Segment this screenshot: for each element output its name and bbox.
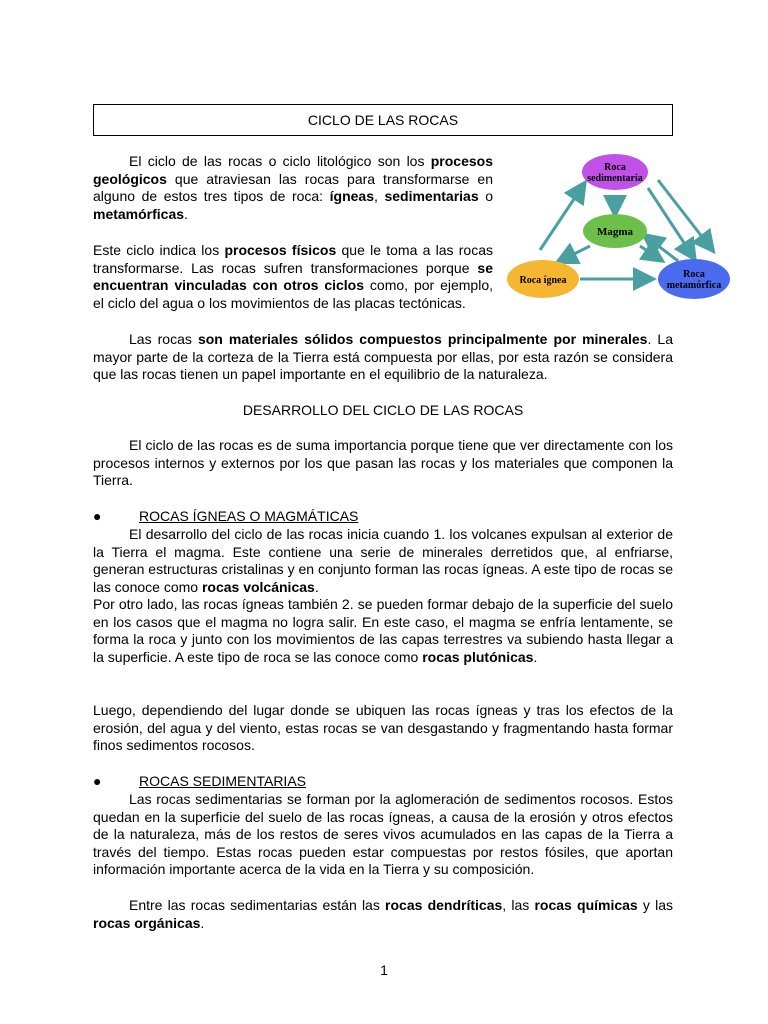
text-run: . [314,578,319,595]
arrow-magma-to-metamorfica [640,246,658,258]
arrow-magma-to-ignea [562,246,590,260]
igneas-heading: ROCAS ÍGNEAS O MAGMÁTICAS [139,508,359,524]
text-run: , las [502,897,535,913]
intro-paragraph-1 [93,153,493,223]
intro-paragraph-2 [93,242,493,312]
node-ignea-label: Roca ígnea [519,275,567,286]
node-sedimentaria-label-2: sedimentaria [587,173,643,184]
sedimentarias-bullet: ● [93,773,102,789]
text-run: El ciclo de las rocas o ciclo litológico son los [129,153,431,169]
sedimentarias-heading: ROCAS SEDIMENTARIAS [139,773,306,789]
bold-term: son materiales sólidos compuestos principalmente por minerales [197,331,648,347]
bold-term: rocas volcánicas [201,578,315,595]
text-run: . [200,914,205,931]
bold-term: se encuentran vinculadas con otros ciclos [93,259,493,294]
text-run: que atraviesan las rocas para transformarse en alguno de estos tres tipos de roca: [93,170,493,205]
bold-term: procesos geológicos [93,153,493,187]
bold-term: rocas dendríticas [385,897,503,913]
sedimentarias-paragraph-2 [93,897,673,932]
text-run: . [184,205,188,222]
arrow-ignea-to-sedimentaria [540,187,582,250]
bold-term: metamórficas [93,205,185,222]
node-metamorfica-label-1: Roca [683,269,705,280]
text-run: El desarrollo del ciclo de las rocas inicia cuando 1. los volcanes expulsan al exterior de la Tierra el magma. Este contiene una serie de minerales derretidos que, al enfriarse, generan estructuras cristalinas y en conjunto forman las rocas ígneas. A este tipo de rocas se las conoce como [93,526,673,595]
node-metamorfica-label-2: metamórfica [666,280,722,291]
bold-term: rocas orgánicas [93,914,201,931]
text-run: Por otro lado, las rocas ígneas también 2. se pueden formar debajo de la superficie del suelo en los casos que el magma no logra salir. En este caso, el magma se enfría lentamente, se forma la roca y junto con los movimientos de las capas terrestres va subiendo hasta llegar a la superficie. A este tipo de roca se las conoce como [93,596,673,665]
igneas-paragraph-2 [93,596,673,666]
bold-term: rocas químicas [534,897,638,913]
bold-term: procesos físicos [224,242,337,258]
node-magma-label: Magma [596,226,634,238]
bold-term: sedimentarias [384,188,479,205]
igneas-paragraph-3: Luego, dependiendo del lugar donde se ubiquen las rocas ígneas y tras los efectos de la erosión, del agua y del viento, estas rocas se van desgastando y fragmentando hasta formar finos sedimentos rocosos. [93,702,673,754]
section-title: DESARROLLO DEL CICLO DE LAS ROCAS [242,402,524,418]
section-intro-paragraph: El ciclo de las rocas es de suma importancia porque tiene que ver directamente con los procesos internos y externos por los que pasan las rocas y los materiales que componen la Tierra. [93,437,673,489]
bold-term: ígneas [329,188,374,205]
text-run: . [533,648,538,665]
text-run: . La mayor parte de la corteza de la Tierra está compuesta por ellas, por esta razón se considera que las rocas tienen un papel importante en el equilibrio de la naturaleza. [93,331,673,383]
document-title-text: CICLO DE LAS ROCAS [307,112,459,128]
text-run: , [374,188,385,205]
text-run: o [478,188,493,205]
igneas-paragraph-1 [93,526,673,596]
intro-paragraph-3 [93,331,673,384]
text-run: que le toma a las rocas transformarse. Las rocas sufren transformaciones porque [93,242,493,276]
document-title [93,104,673,136]
arrow-metamorfica-to-magma [648,238,678,261]
node-sedimentaria-label-1: Roca [604,162,626,173]
text-run: Este ciclo indica los [93,242,225,258]
text-run: como, por ejemplo, el ciclo del agua o los movimientos de las placas tectónicas. [93,277,493,311]
text-run: Entre las rocas sedimentarias están las [129,897,386,913]
rock-cycle-diagram [500,150,740,310]
text-run: y las [637,897,673,913]
bold-term: rocas plutónicas [422,648,534,665]
igneas-bullet: ● [93,508,102,524]
text-run: Las rocas [129,331,198,347]
page-number: 1 [380,962,388,978]
sedimentarias-paragraph-1: Las rocas sedimentarias se forman por la aglomeración de sedimentos rocosos. Estos quedan en la superficie del suelo de las rocas ígneas, a causa de la erosión y otros efectos de la naturaleza, más de los restos de seres vivos acumulados en las capas de la Tierra a través del tiempo. Estas rocas pueden estar compuestas por restos fósiles, que aportan información importante acerca de la vida en la Tierra y su composición. [93,791,673,878]
